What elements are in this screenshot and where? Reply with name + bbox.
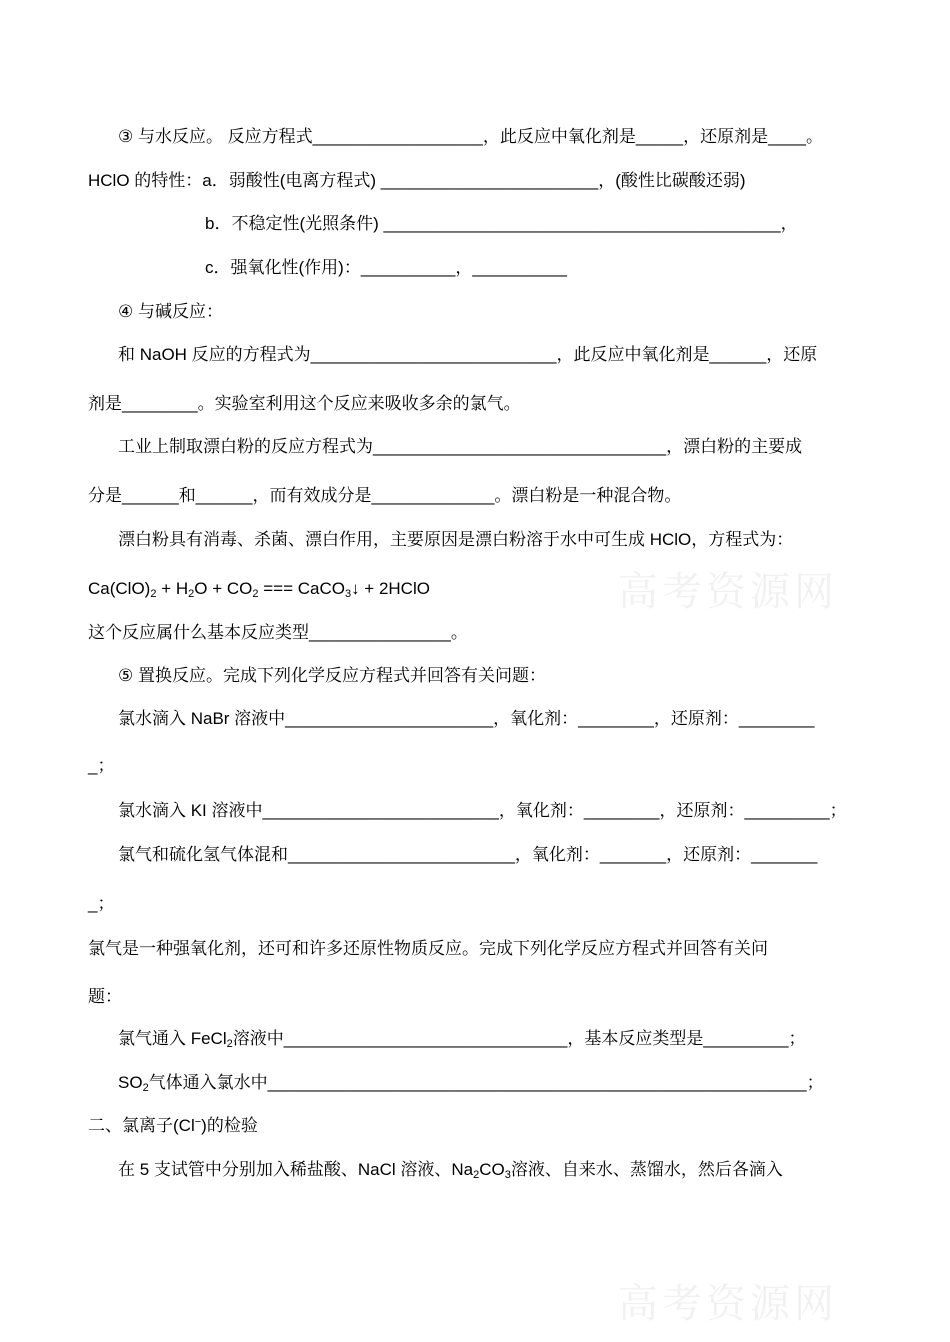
bleach-equation: $Ca(ClO)_2 + H_2O + CO_2$ === CaCO$_3$↓ + 2HClO xyxy=(88,579,430,600)
line-strong-oxidizer: 氯气是一种强氧化剂，还可和许多还原性物质反应。完成下列化学反应方程式并回答有关问 xyxy=(88,939,768,958)
line-reaction-type: 这个反应属什么基本反应类型_______________。 xyxy=(88,623,468,642)
section-chloride-test: 二、氯离子(Cl−)的检验 xyxy=(88,1116,258,1135)
line-nabr-cont: _； xyxy=(88,756,115,775)
line-bleach-industry: 工业上制取漂白粉的反应方程式为_______________________________，漂白粉的主要成 xyxy=(118,437,803,456)
line-nabr: 氯水滴入 NaBr 溶液中______________________，氧化剂：________，还原剂：________ xyxy=(118,709,815,728)
line-h2s-cont: _； xyxy=(88,894,115,913)
line-bleach-action: 漂白粉具有消毒、杀菌、漂白作用，主要原因是漂白粉溶于水中可生成 HClO，方程式为： xyxy=(118,530,794,549)
line-bleach-components: 分是______和______，而有效成分是_____________。漂白粉是一种混合物。 xyxy=(88,486,682,505)
line-naoh-reaction-cont: 剂是________。实验室利用这个反应来吸收多余的氯气。 xyxy=(88,394,521,413)
line-water-reaction: ③ 与水反应。 反应方程式__________________，此反应中氧化剂是_____，还原剂是____。 xyxy=(118,127,823,146)
line-hclo-instability: b．不稳定性(光照条件) __________________________________________， xyxy=(205,214,798,233)
line-displacement-heading: ⑤ 置换反应。完成下列化学反应方程式并回答有关问题： xyxy=(118,666,546,685)
line-hclo-oxidizing: c．强氧化性(作用)：__________，__________ xyxy=(205,258,567,277)
line-base-reaction-heading: ④ 与碱反应： xyxy=(118,302,223,321)
line-strong-oxidizer-cont: 题： xyxy=(88,987,122,1006)
line-fecl2: 氯气通入 FeCl$_2$溶液中______________________________，基本反应类型是_________； xyxy=(118,1029,806,1050)
line-ki: 氯水滴入 KI 溶液中_________________________，氧化剂：________，还原剂：_________； xyxy=(118,801,847,820)
line-hclo-properties: HClO 的特性：a．弱酸性(电离方程式) _______________________，(酸性比碳酸还弱) xyxy=(88,171,746,190)
line-so2: $SO_2$气体通入氯水中_________________________________________________________； xyxy=(118,1073,824,1094)
line-test-tubes: 在 5 支试管中分别加入稀盐酸、NaCl 溶液、$Na_2CO_3$溶液、自来水、蒸馏水，然后各滴入 xyxy=(118,1160,783,1181)
line-h2s: 氯气和硫化氢气体混和________________________，氧化剂：_______，还原剂：_______ xyxy=(118,845,818,864)
watermark-bottom: 高考资源网 xyxy=(618,1281,838,1327)
line-naoh-reaction: 和 NaOH 反应的方程式为__________________________，此反应中氧化剂是______，还原 xyxy=(118,345,818,364)
watermark: 高考资源网 xyxy=(618,569,838,615)
